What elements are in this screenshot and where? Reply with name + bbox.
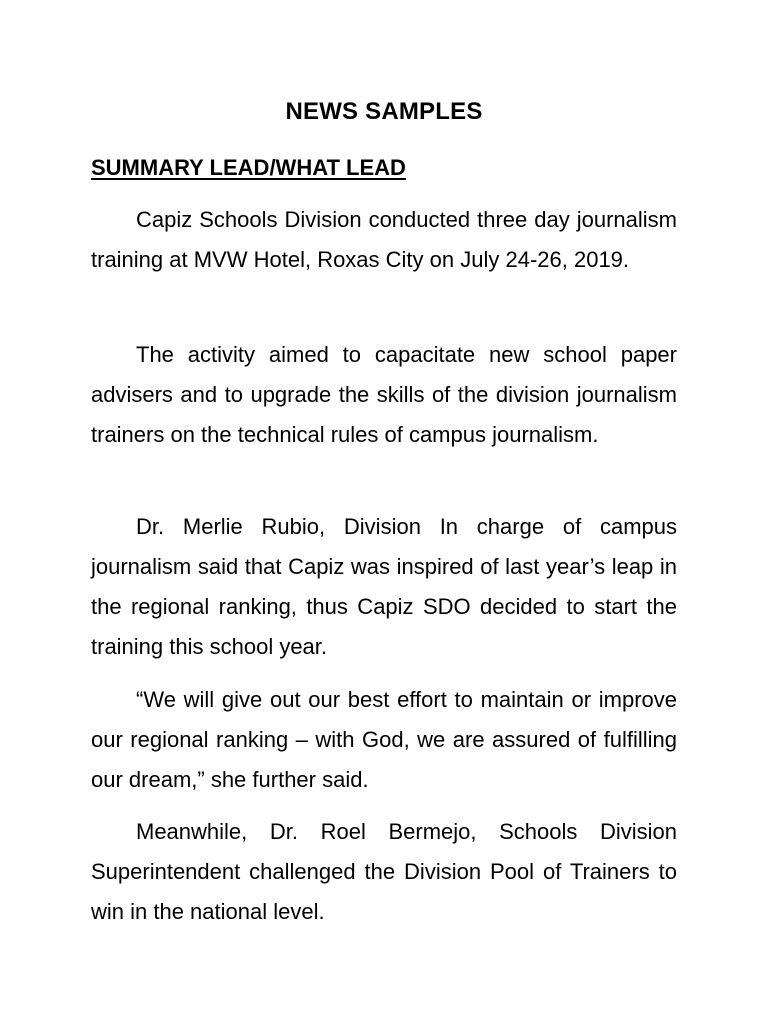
paragraph: The activity aimed to capacitate new school paper advisers and to upgrade the skills of the division journalism trainers on the technical rules of campus journalism. (91, 342, 677, 447)
paragraph: Capiz Schools Division conducted three day journalism training at MVW Hotel, Roxas City on July 24-26, 2019. (91, 207, 677, 272)
document-title: NEWS SAMPLES (285, 98, 483, 125)
paragraph: Meanwhile, Dr. Roel Bermejo, Schools Division Superintendent challenged the Division Pool of Trainers to win in the national level. (91, 819, 677, 924)
section-heading: SUMMARY LEAD/WHAT LEAD (91, 155, 406, 180)
paragraph: Dr. Merlie Rubio, Division In charge of campus journalism said that Capiz was inspired of last year’s leap in the regional ranking, thus Capiz SDO decided to start the training this school year. (91, 514, 677, 659)
paragraph: “We will give out our best effort to maintain or improve our regional ranking – with God, we are assured of fulfilling our dream,” she further said. (91, 687, 677, 792)
